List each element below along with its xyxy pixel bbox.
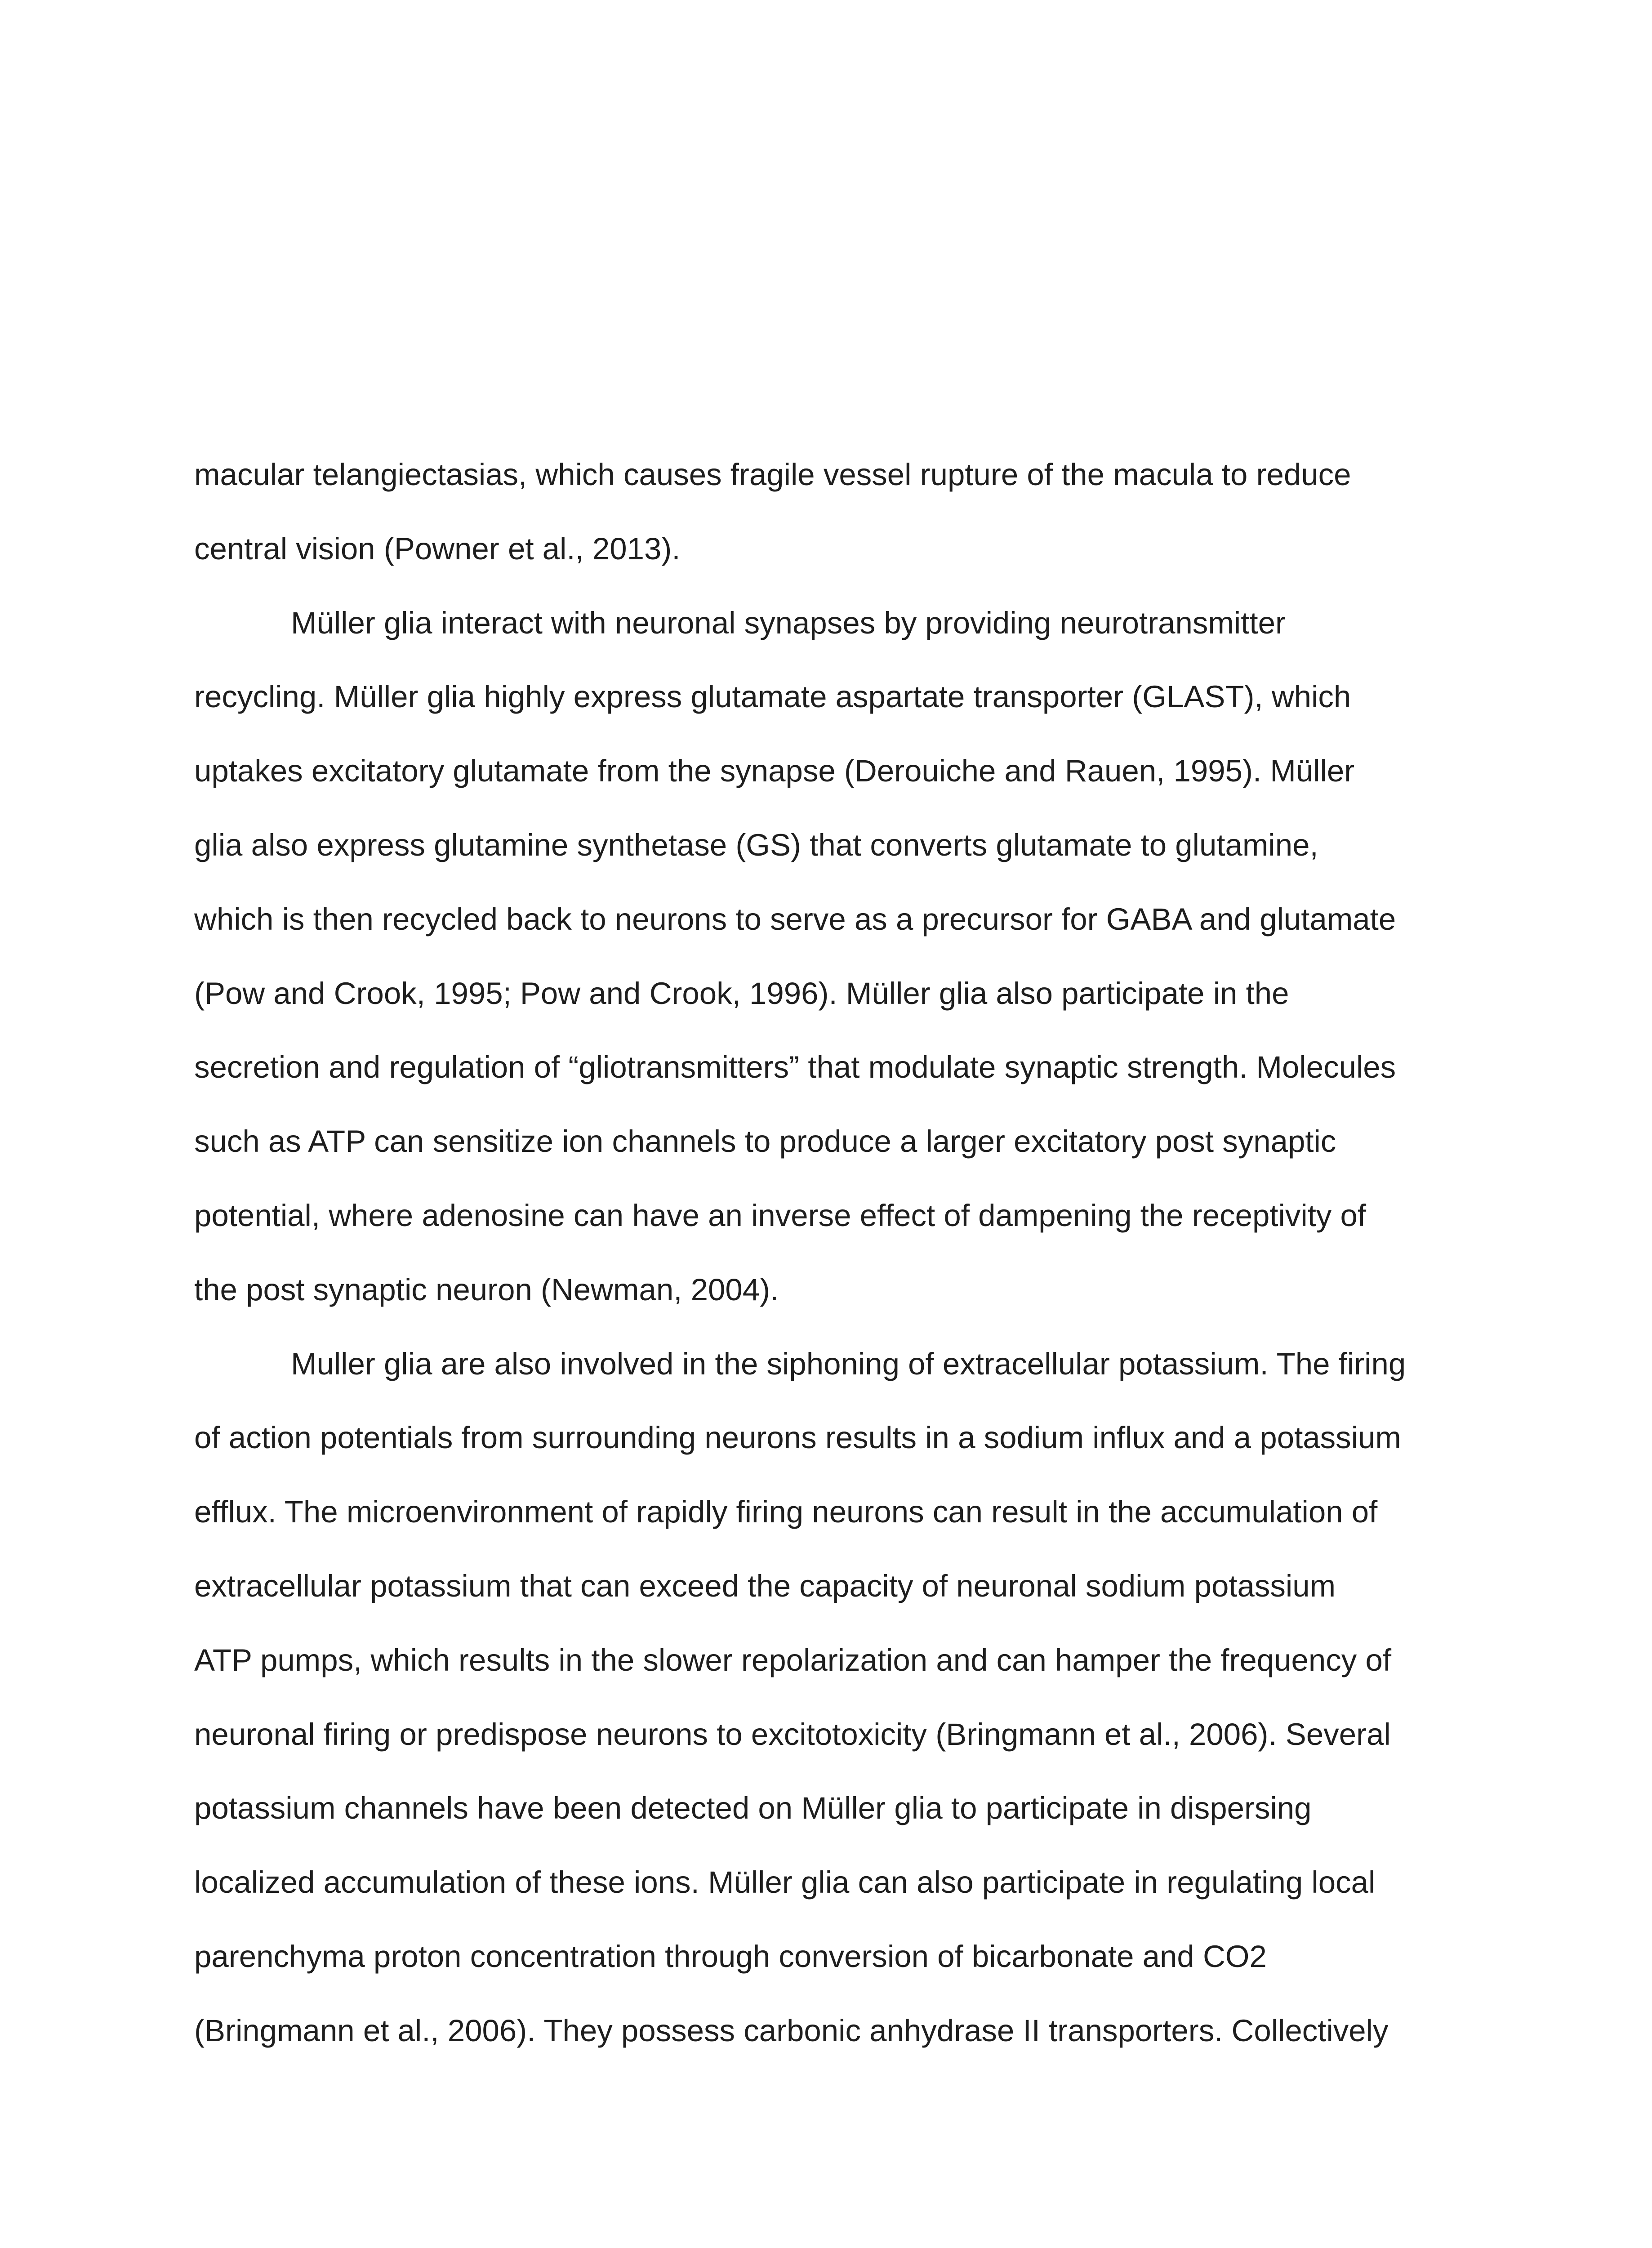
text-line: ATP pumps, which results in the slower repolarization and can hamper the frequency of: [194, 1643, 1392, 1677]
text-line: neuronal firing or predispose neurons to excitotoxicity (Bringmann et al., 2006). Several: [194, 1717, 1391, 1752]
text-line: parenchyma proton concentration through conversion of bicarbonate and CO2: [194, 1939, 1267, 1974]
text-line: (Bringmann et al., 2006). They possess carbonic anhydrase II transporters. Collectively: [194, 2013, 1389, 2048]
text-line: central vision (Powner et al., 2013).: [194, 531, 681, 566]
paragraph-first-line: Müller glia interact with neuronal synapses by providing neurotransmitter: [291, 606, 1286, 640]
text-line: potassium channels have been detected on Müller glia to participate in dispersing: [194, 1791, 1312, 1825]
text-line: recycling. Müller glia highly express glutamate aspartate transporter (GLAST), which: [194, 679, 1351, 714]
text-line: (Pow and Crook, 1995; Pow and Crook, 1996). Müller glia also participate in the: [194, 976, 1289, 1011]
text-line: secretion and regulation of “gliotransmitters” that modulate synaptic strength. Molecules: [194, 1050, 1396, 1084]
text-line: glia also express glutamine synthetase (GS) that converts glutamate to glutamine,: [194, 828, 1318, 862]
text-line: extracellular potassium that can exceed the capacity of neuronal sodium potassium: [194, 1569, 1336, 1603]
text-line: the post synaptic neuron (Newman, 2004).: [194, 1272, 779, 1307]
text-line: macular telangiectasias, which causes fragile vessel rupture of the macula to reduce: [194, 457, 1351, 492]
text-line: potential, where adenosine can have an inverse effect of dampening the receptivity of: [194, 1198, 1367, 1233]
text-line: of action potentials from surrounding neurons results in a sodium influx and a potassium: [194, 1420, 1401, 1455]
text-line: uptakes excitatory glutamate from the synapse (Derouiche and Rauen, 1995). Müller: [194, 754, 1355, 788]
text-line: efflux. The microenvironment of rapidly firing neurons can result in the accumulation of: [194, 1494, 1378, 1529]
paragraph-first-line: Muller glia are also involved in the siphoning of extracellular potassium. The firing: [291, 1347, 1406, 1381]
text-line: localized accumulation of these ions. Müller glia can also participate in regulating local: [194, 1865, 1376, 1900]
text-line: which is then recycled back to neurons to serve as a precursor for GABA and glutamate: [194, 902, 1396, 937]
text-line: such as ATP can sensitize ion channels to produce a larger excitatory post synaptic: [194, 1124, 1336, 1159]
